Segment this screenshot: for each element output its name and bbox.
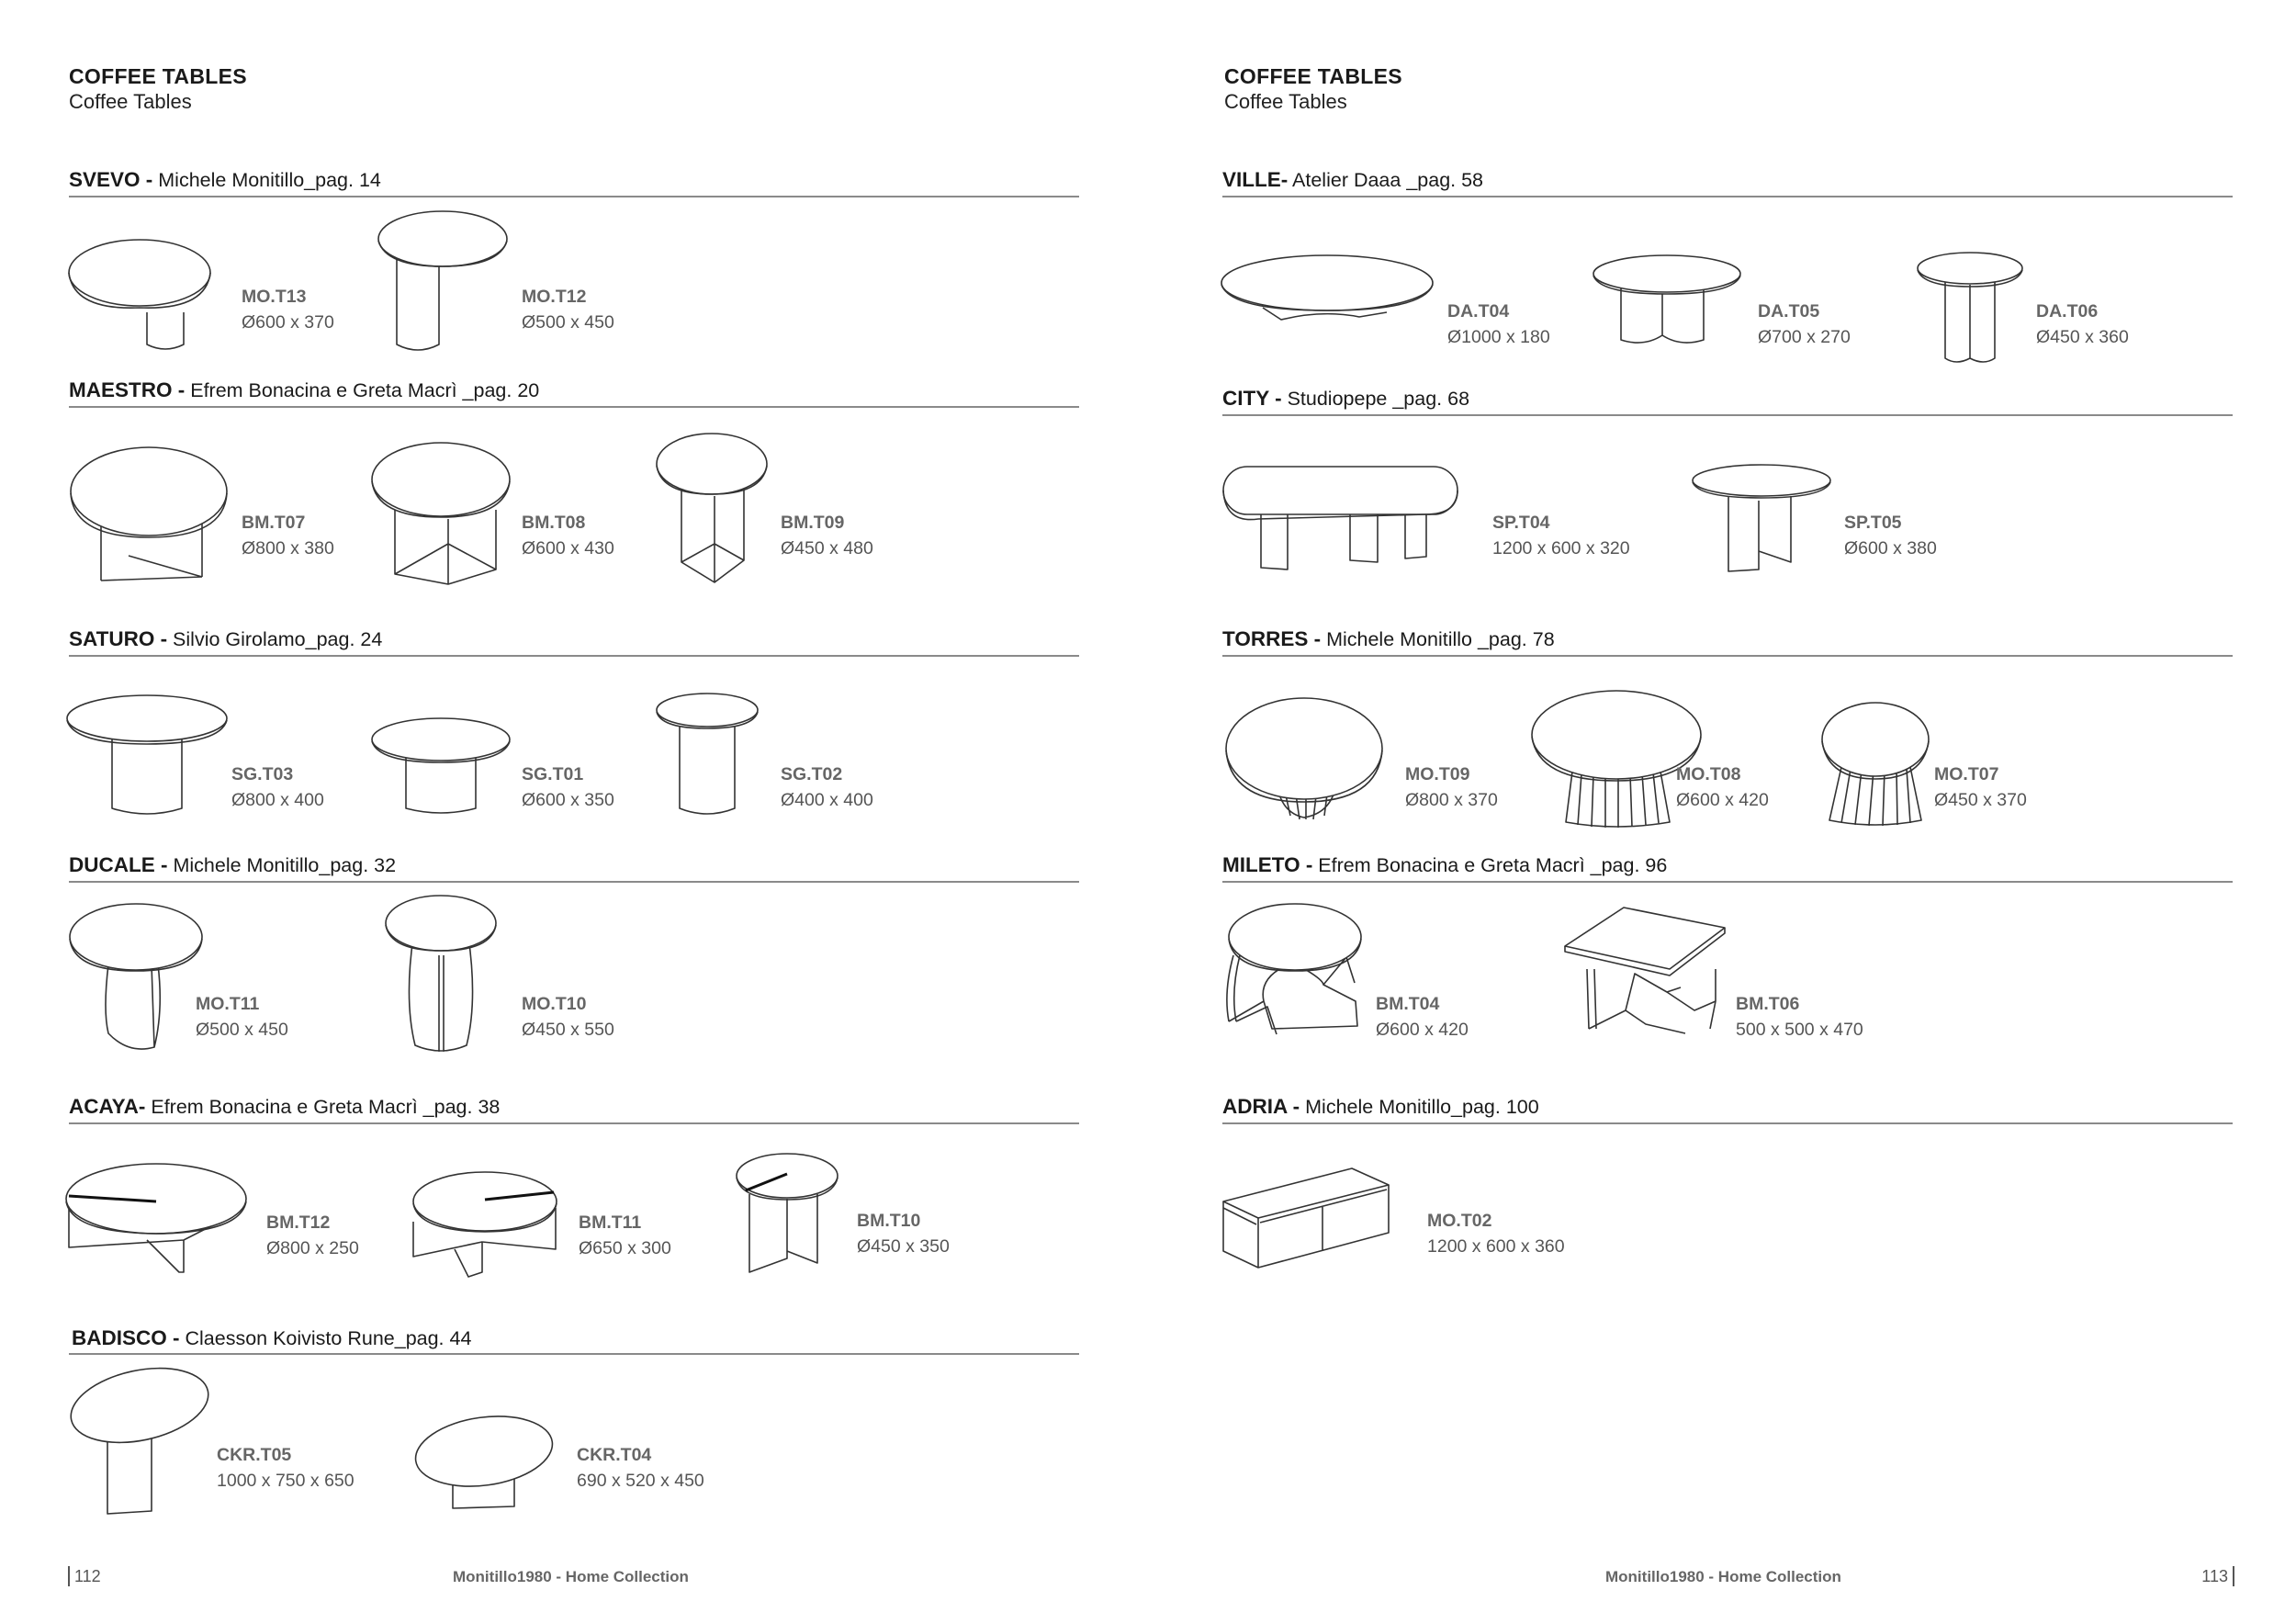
product-code-mo-t07: MO.T07 [1934,764,1999,784]
product-dims-da-t04: Ø1000 x 180 [1447,327,1550,347]
table-drawing-acaya-bm-t12 [66,1164,246,1272]
product-code-mo-t08: MO.T08 [1676,764,1741,784]
section-divider [69,1122,1079,1124]
product-dims-ckr-t04: 690 x 520 x 450 [577,1471,704,1491]
table-drawing-mo-t10 [386,896,496,1052]
section-name: VILLE- [1222,168,1289,191]
table-drawing-mo-t07 [1822,703,1929,826]
section-designer: Atelier Daaa _pag. 58 [1288,169,1484,191]
section-designer: Michele Monitillo_pag. 32 [167,854,397,876]
section-designer: Silvio Girolamo_pag. 24 [167,628,383,650]
table-drawing-acaya-bm-t10 [737,1154,838,1272]
product-code-bm-t08: BM.T08 [522,513,586,533]
section-designer: Efrem Bonacina e Greta Macrì _pag. 38 [145,1096,501,1118]
section-heading-adria [1222,1095,1539,1119]
section-heading-ducale [69,853,396,877]
section-divider [69,655,1079,657]
section-designer: Studiopepe _pag. 68 [1281,388,1470,410]
section-designer: Michele Monitillo_pag. 14 [152,169,381,191]
product-dims-bm-t12: Ø800 x 250 [266,1238,359,1258]
section-heading-maestro [69,378,539,402]
table-drawing-bm-t06 [1565,908,1725,1033]
product-code-mo-t12: MO.T12 [522,287,587,307]
section-designer: Efrem Bonacina e Greta Macrì _pag. 96 [1312,854,1668,876]
product-dims-da-t05: Ø700 x 270 [1758,327,1851,347]
section-designer: Claesson Koivisto Rune_pag. 44 [179,1327,472,1349]
product-dims-mo-t12: Ø500 x 450 [522,312,614,333]
product-dims-sp-t04: 1200 x 600 x 320 [1492,538,1630,558]
product-code-sp-t04: SP.T04 [1492,513,1550,533]
section-heading-badisco [72,1326,471,1350]
page-number-right: 113 [2201,1567,2228,1585]
table-drawing-sp-t04 [1223,467,1458,570]
product-code-bm-t11: BM.T11 [579,1212,642,1233]
product-dims-mo-t10: Ø450 x 550 [522,1020,614,1040]
product-code-bm-t10: BM.T10 [857,1211,921,1231]
product-dims-bm-t09: Ø450 x 480 [781,538,873,558]
section-name: ACAYA- [69,1095,146,1118]
product-dims-bm-t08: Ø600 x 430 [522,538,614,558]
product-dims-bm-t11: Ø650 x 300 [579,1238,671,1258]
footer-brand-left: Monitillo1980 - Home Collection [453,1568,689,1585]
section-heading-city [1222,387,1469,411]
section-divider [69,196,1079,197]
table-drawing-sp-t05 [1693,465,1830,571]
product-code-bm-t07: BM.T07 [242,513,306,533]
section-name: TORRES - [1222,627,1322,650]
product-dims-sg-t03: Ø800 x 400 [231,790,324,810]
table-drawing-ckr-t05 [64,1357,215,1514]
section-heading-torres [1222,627,1555,651]
section-heading-svevo [69,168,381,192]
table-drawing-ckr-t04 [411,1408,557,1508]
product-code-sg-t02: SG.T02 [781,764,843,784]
product-code-mo-t10: MO.T10 [522,994,587,1014]
section-designer: Michele Monitillo_pag. 100 [1300,1096,1539,1118]
product-code-ckr-t04: CKR.T04 [577,1445,652,1465]
product-dims-bm-t04: Ø600 x 420 [1376,1020,1469,1040]
table-drawing-bm-t04 [1227,904,1361,1034]
product-code-mo-t09: MO.T09 [1405,764,1470,784]
section-designer: Michele Monitillo _pag. 78 [1321,628,1555,650]
product-code-mo-t13: MO.T13 [242,287,307,307]
product-code-da-t05: DA.T05 [1758,301,1820,321]
section-divider [69,881,1079,883]
page-title-right: COFFEE TABLES [1224,64,1402,88]
product-dims-mo-t13: Ø600 x 370 [242,312,334,333]
product-code-da-t06: DA.T06 [2036,301,2099,321]
page-number-bar [68,1566,70,1586]
product-dims-mo-t08: Ø600 x 420 [1676,790,1769,810]
section-divider [1222,655,2233,657]
section-heading-acaya [69,1095,500,1119]
table-drawing-bm-t09 [657,434,767,582]
table-drawing-mo-t09 [1226,698,1382,819]
section-divider [1222,1122,2233,1124]
section-name: BADISCO - [72,1326,180,1349]
product-dims-mo-t11: Ø500 x 450 [196,1020,288,1040]
product-dims-mo-t09: Ø800 x 370 [1405,790,1498,810]
product-code-bm-t06: BM.T06 [1736,994,1800,1014]
product-dims-mo-t07: Ø450 x 370 [1934,790,2027,810]
section-name: ADRIA - [1222,1095,1300,1118]
table-drawing-mo-t11 [70,904,202,1049]
table-drawing-sg-t02 [657,694,758,814]
section-heading-saturo [69,627,382,651]
product-dims-ckr-t05: 1000 x 750 x 650 [217,1471,355,1491]
table-drawing-da-t04 [1221,255,1433,320]
section-designer: Efrem Bonacina e Greta Macrì _pag. 20 [185,379,540,401]
product-code-ckr-t05: CKR.T05 [217,1445,292,1465]
product-dims-bm-t07: Ø800 x 380 [242,538,334,558]
table-drawing-da-t06 [1918,253,2022,362]
table-drawing-bm-t07 [71,447,227,581]
section-divider [1222,196,2233,197]
table-drawing-sg-t03 [67,695,227,814]
section-divider [1222,414,2233,416]
section-name: SVEVO - [69,168,153,191]
product-dims-mo-t02: 1200 x 600 x 360 [1427,1236,1565,1257]
product-dims-bm-t10: Ø450 x 350 [857,1236,950,1257]
product-code-sp-t05: SP.T05 [1844,513,1902,533]
page-subtitle-right: Coffee Tables [1224,90,1347,113]
product-code-da-t04: DA.T04 [1447,301,1510,321]
section-name: DUCALE - [69,853,168,876]
section-name: SATURO - [69,627,168,650]
product-code-mo-t02: MO.T02 [1427,1211,1492,1231]
section-divider [69,1353,1079,1355]
table-drawing-mo-t02 [1223,1168,1389,1268]
table-drawing-da-t05 [1593,255,1740,343]
product-code-bm-t09: BM.T09 [781,513,845,533]
page-number-bar [2233,1566,2234,1586]
product-code-sg-t03: SG.T03 [231,764,294,784]
page-subtitle-left: Coffee Tables [69,90,192,113]
product-code-mo-t11: MO.T11 [196,994,260,1014]
product-dims-sg-t02: Ø400 x 400 [781,790,873,810]
section-name: CITY - [1222,387,1282,410]
product-code-bm-t04: BM.T04 [1376,994,1440,1014]
product-dims-sg-t01: Ø600 x 350 [522,790,614,810]
section-name: MILETO - [1222,853,1313,876]
table-drawing-acaya-bm-t11 [413,1172,557,1277]
table-drawing-mo-t12 [378,211,507,350]
table-drawing-mo-t13 [69,240,210,349]
page-number-left: 112 [74,1567,101,1585]
footer-brand-right: Monitillo1980 - Home Collection [1605,1568,1841,1585]
product-code-bm-t12: BM.T12 [266,1212,331,1233]
product-dims-sp-t05: Ø600 x 380 [1844,538,1937,558]
product-dims-da-t06: Ø450 x 360 [2036,327,2129,347]
table-drawing-sg-t01 [372,718,510,813]
section-heading-ville [1222,168,1483,192]
product-code-sg-t01: SG.T01 [522,764,584,784]
product-dims-bm-t06: 500 x 500 x 470 [1736,1020,1863,1040]
section-name: MAESTRO - [69,378,186,401]
section-divider [1222,881,2233,883]
table-drawing-bm-t08 [372,443,510,584]
section-divider [69,406,1079,408]
section-heading-mileto [1222,853,1667,877]
page-title-left: COFFEE TABLES [69,64,247,88]
